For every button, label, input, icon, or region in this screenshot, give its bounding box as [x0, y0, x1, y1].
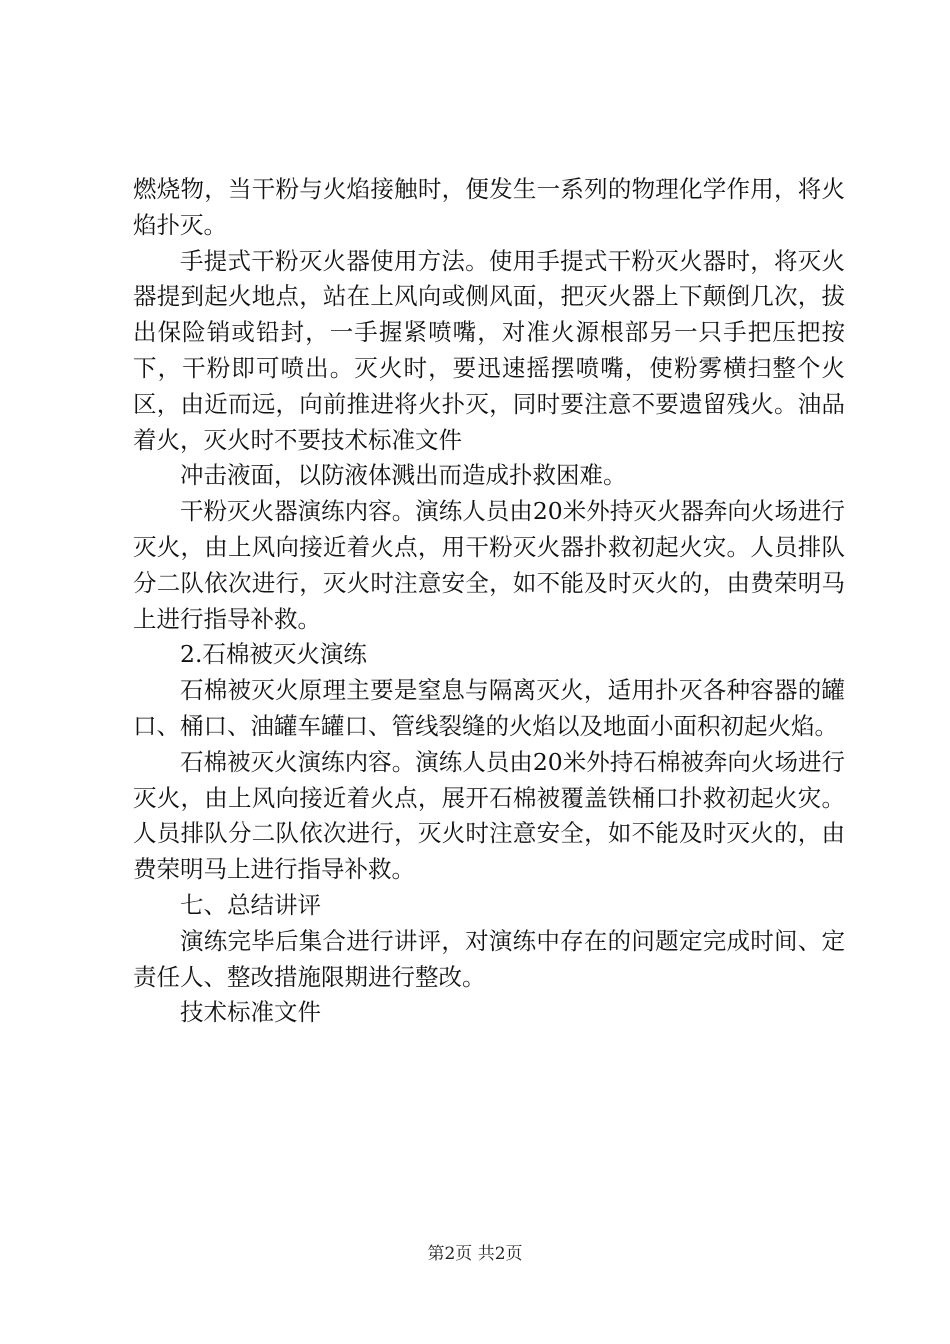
- section-heading-summary: 七、总结讲评: [180, 890, 321, 919]
- paragraph-7: 石棉被灭火演练内容。演练人员由20米外持石棉被奔向火场进行灭火，由上风向接近着火点，展开石棉被覆盖铁桶口扑救初起火灾。人员排队分二队依次进行，灭火时注意安全，如不能及时灭火的，由费荣明马上进行指导补救。: [133, 747, 845, 884]
- paragraph-4: 干粉灭火器演练内容。演练人员由20米外持灭火器奔向火场进行灭火，由上风向接近着火点，用干粉灭火器扑救初起火灾。人员排队分二队依次进行，灭火时注意安全，如不能及时灭火的，由费荣明马上进行指导补救。: [133, 497, 845, 633]
- paragraph-2: 手提式干粉灭火器使用方法。使用手提式干粉灭火器时，将灭火器提到起火地点，站在上风向或侧风面，把灭火器上下颠倒几次，拔出保险销或铅封，一手握紧喷嘴，对准火源根部另一只手把压把按下，干粉即可喷出。灭火时，要迅速摇摆喷嘴，使粉雾横扫整个火区，由近而远，向前推进将火扑灭，同时要注意不要遗留残火。油品着火，灭火时不要技术标准文件: [133, 246, 845, 454]
- page-footer: [0, 1242, 950, 1266]
- paragraph-1: 燃烧物，当干粉与火焰接触时，便发生一系列的物理化学作用，将火焰扑灭。: [133, 175, 845, 239]
- paragraph-10: 技术标准文件: [180, 998, 321, 1027]
- document-body: [133, 172, 845, 1031]
- paragraph-6: 石棉被灭火原理主要是窒息与隔离灭火，适用扑灭各种容器的罐口、桶口、油罐车罐口、管线裂缝的火焰以及地面小面积初起火焰。: [133, 676, 845, 740]
- section-heading-asbestos-blanket: 2.石棉被灭火演练: [180, 640, 367, 669]
- page-number: 第2页 共2页: [427, 1244, 523, 1264]
- paragraph-3: 冲击液面，以防液体溅出而造成扑救困难。: [180, 461, 627, 490]
- paragraph-9: 演练完毕后集合进行讲评，对演练中存在的问题定完成时间、定责任人、整改措施限期进行整改。: [133, 926, 845, 991]
